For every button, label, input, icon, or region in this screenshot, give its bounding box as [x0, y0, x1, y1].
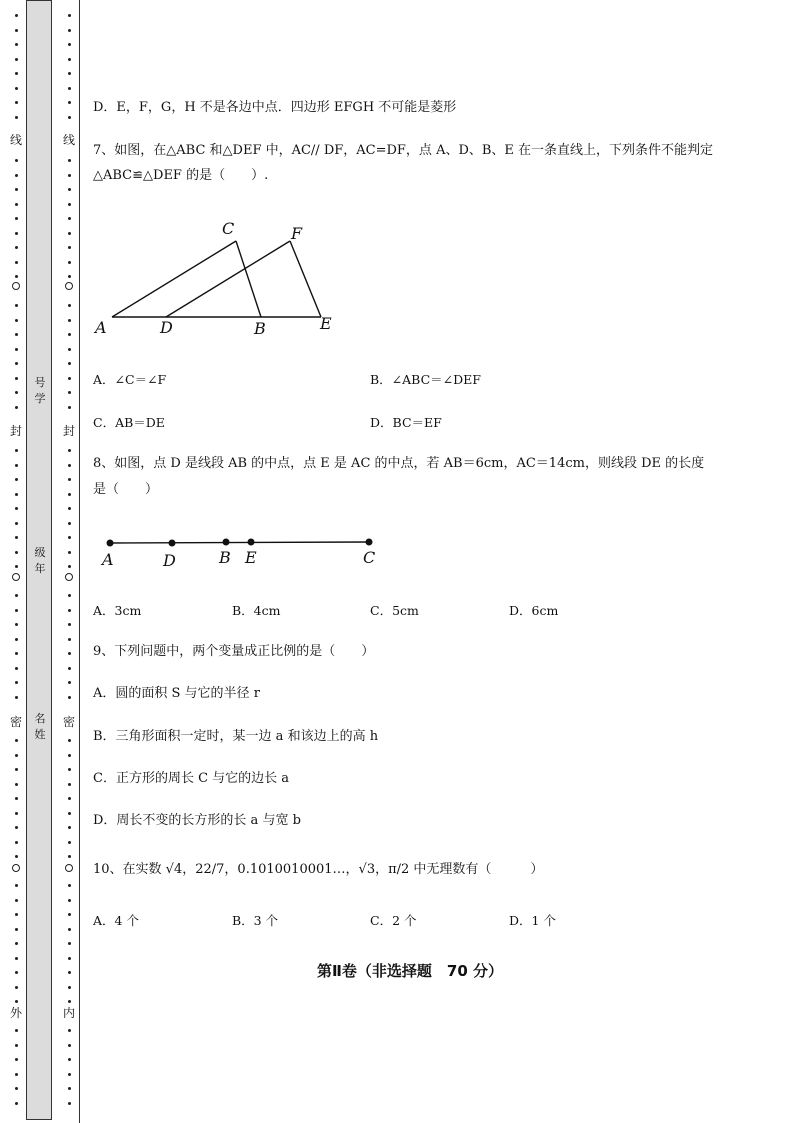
- binding-dot: [15, 493, 18, 496]
- label-c: C: [363, 548, 376, 567]
- label-e: E: [245, 548, 257, 567]
- segment-ac-line: [110, 542, 369, 543]
- binding-dot: [68, 43, 71, 46]
- binding-dot: [68, 304, 71, 307]
- q8-option-c: C．5cm: [370, 603, 419, 618]
- binding-dot: [68, 29, 71, 32]
- binding-dot: [68, 101, 71, 104]
- q9-option-a: A．圆的面积 S 与它的半径 r: [93, 686, 260, 701]
- q7-triangles-figure: [90, 210, 350, 340]
- binding-dot: [68, 246, 71, 249]
- binding-dot: [68, 72, 71, 75]
- binding-dot: [15, 652, 18, 655]
- point-a: [107, 540, 114, 547]
- binding-dot: [68, 623, 71, 626]
- binding-dot: [68, 768, 71, 771]
- binding-dot: [15, 696, 18, 699]
- q7-option-d: D．BC＝EF: [370, 415, 442, 430]
- binding-dot: [15, 1000, 18, 1003]
- binding-dot: [15, 942, 18, 945]
- q10-option-c: C．2 个: [370, 913, 417, 928]
- binding-dot: [68, 522, 71, 525]
- q8-stem-line2: 是（ ）: [93, 482, 159, 497]
- binding-dot: [68, 348, 71, 351]
- binding-dot: [68, 87, 71, 90]
- q9-option-c: C．正方形的周长 C 与它的边长 a: [93, 771, 290, 786]
- q8-stem-line1: 8、如图，点 D 是线段 AB 的中点，点 E 是 AC 的中点，若 AB＝6cm，AC＝14cm，则线段 DE 的长度: [93, 456, 705, 471]
- binding-dot: [68, 333, 71, 336]
- binding-dot: [15, 159, 18, 162]
- binding-dot: [15, 464, 18, 467]
- binding-dot: [68, 507, 71, 510]
- q7-stem-line2: △ABC≌△DEF 的是（ ）.: [93, 168, 269, 183]
- label-c: C: [222, 219, 235, 238]
- q9-option-d: D．周长不变的长方形的长 a 与宽 b: [93, 813, 301, 828]
- binding-dot: [68, 319, 71, 322]
- q6-option-d: D．E，F，G，H 不是各边中点．四边形 EFGH 不可能是菱形: [93, 100, 457, 115]
- binding-dot: [68, 1000, 71, 1003]
- binding-dot: [15, 43, 18, 46]
- binding-dot: [68, 261, 71, 264]
- binding-dot: [15, 826, 18, 829]
- label-e: E: [320, 314, 332, 333]
- binding-dot: [15, 986, 18, 989]
- binding-dot: [15, 855, 18, 858]
- inner-seal-char-seal: 封: [62, 424, 75, 438]
- binding-dot: [68, 478, 71, 481]
- binding-dot: [68, 217, 71, 220]
- binding-dot: [15, 681, 18, 684]
- binding-dot: [68, 884, 71, 887]
- point-c: [366, 539, 373, 546]
- binding-dot: [68, 652, 71, 655]
- binding-dot: [68, 1073, 71, 1076]
- binding-dot: [15, 913, 18, 916]
- binding-dot: [68, 1087, 71, 1090]
- binding-dot: [15, 478, 18, 481]
- binding-dot: [68, 594, 71, 597]
- binding-dot: [68, 681, 71, 684]
- binding-dot: [68, 783, 71, 786]
- binding-dot: [15, 536, 18, 539]
- binding-dot: [15, 319, 18, 322]
- q9-option-b: B．三角形面积一定时，某一边 a 和该边上的高 h: [93, 729, 379, 744]
- binding-dot: [15, 377, 18, 380]
- binding-hole-icon: [12, 864, 20, 872]
- q8-option-a: A．3cm: [93, 603, 142, 618]
- q10-option-d: D．1 个: [509, 913, 556, 928]
- binding-dot: [68, 913, 71, 916]
- outer-seal-char-secret: 密: [9, 715, 22, 729]
- binding-dot: [15, 174, 18, 177]
- binding-dot: [68, 609, 71, 612]
- binding-dot: [15, 623, 18, 626]
- binding-dot: [15, 87, 18, 90]
- binding-dot: [15, 362, 18, 365]
- binding-dot: [15, 928, 18, 931]
- binding-dot: [15, 101, 18, 104]
- binding-dot: [15, 188, 18, 191]
- binding-dot: [15, 797, 18, 800]
- q7-option-b: B．∠ABC＝∠DEF: [370, 372, 481, 387]
- q8-segment-figure: [95, 528, 395, 574]
- binding-dot: [15, 72, 18, 75]
- binding-dot: [15, 884, 18, 887]
- binding-dot: [15, 768, 18, 771]
- point-d: [169, 540, 176, 547]
- outer-seal-char-line: 线: [9, 133, 22, 147]
- binding-dot: [15, 1058, 18, 1061]
- binding-dot: [68, 174, 71, 177]
- q7-option-a: A．∠C＝∠F: [93, 372, 167, 387]
- binding-dot: [68, 1044, 71, 1047]
- binding-dot: [68, 58, 71, 61]
- binding-dot: [15, 203, 18, 206]
- binding-dot: [68, 1029, 71, 1032]
- binding-dot: [68, 391, 71, 394]
- binding-dot: [68, 551, 71, 554]
- binding-dot: [15, 812, 18, 815]
- binding-hole-icon: [65, 282, 73, 290]
- binding-dot: [15, 899, 18, 902]
- binding-dot: [15, 638, 18, 641]
- binding-dot: [68, 667, 71, 670]
- binding-dot: [68, 159, 71, 162]
- student-id-label: 号 学: [34, 376, 46, 405]
- binding-dot: [15, 14, 18, 17]
- binding-dot: [15, 551, 18, 554]
- binding-dot: [15, 261, 18, 264]
- q7-option-c: C．AB＝DE: [93, 415, 165, 430]
- binding-dot: [68, 826, 71, 829]
- binding-dot: [68, 232, 71, 235]
- binding-dot: [68, 841, 71, 844]
- binding-dot: [68, 812, 71, 815]
- binding-dot: [15, 232, 18, 235]
- binding-hole-icon: [65, 573, 73, 581]
- binding-dot: [68, 1058, 71, 1061]
- binding-dot: [15, 391, 18, 394]
- binding-dot: [15, 783, 18, 786]
- binding-hole-icon: [12, 282, 20, 290]
- binding-dot: [15, 246, 18, 249]
- binding-dot: [15, 449, 18, 452]
- binding-dot: [68, 449, 71, 452]
- binding-dot: [68, 188, 71, 191]
- binding-dot: [68, 754, 71, 757]
- q8-option-b: B．4cm: [232, 603, 281, 618]
- segment-ac: [112, 241, 236, 317]
- grade-label: 级 年: [34, 546, 46, 575]
- binding-dot: [15, 333, 18, 336]
- binding-dot: [15, 609, 18, 612]
- name-label: 名 姓: [34, 712, 46, 741]
- inner-seal-char-line: 线: [62, 133, 75, 147]
- outer-seal-char-seal: 封: [9, 424, 22, 438]
- binding-dot: [68, 14, 71, 17]
- binding-dot: [68, 855, 71, 858]
- label-b: B: [219, 548, 231, 567]
- binding-dot: [68, 696, 71, 699]
- binding-dot: [15, 406, 18, 409]
- binding-dot: [68, 536, 71, 539]
- binding-dot: [68, 362, 71, 365]
- point-b: [223, 539, 230, 546]
- inner-seal-char-inside: 内: [62, 1006, 75, 1020]
- binding-dot: [68, 638, 71, 641]
- binding-dot: [15, 739, 18, 742]
- label-a: A: [95, 318, 107, 337]
- label-f: F: [291, 224, 303, 243]
- binding-dot: [68, 797, 71, 800]
- binding-dot: [15, 1044, 18, 1047]
- binding-dot: [15, 1029, 18, 1032]
- q9-stem: 9、下列问题中，两个变量成正比例的是（ ）: [93, 644, 375, 659]
- q10-option-b: B．3 个: [232, 913, 279, 928]
- binding-dot: [68, 406, 71, 409]
- q7-stem-line1: 7、如图，在△ABC 和△DEF 中，AC// DF，AC=DF，点 A、D、B、E 在一条直线上，下列条件不能判定: [93, 143, 714, 158]
- binding-dot: [15, 841, 18, 844]
- binding-dot: [15, 348, 18, 351]
- binding-dot: [15, 667, 18, 670]
- label-d: D: [160, 318, 173, 337]
- binding-dot: [68, 565, 71, 568]
- binding-dot: [15, 754, 18, 757]
- binding-dot: [68, 116, 71, 119]
- binding-dot: [68, 377, 71, 380]
- binding-dot: [15, 275, 18, 278]
- segment-cb: [236, 241, 261, 317]
- binding-dot: [68, 986, 71, 989]
- binding-dot: [68, 464, 71, 467]
- label-b: B: [254, 319, 266, 338]
- binding-dot: [15, 304, 18, 307]
- point-e: [248, 539, 255, 546]
- binding-dot: [68, 1102, 71, 1105]
- q10-option-a: A．4 个: [93, 913, 139, 928]
- binding-dot: [15, 507, 18, 510]
- binding-dot: [15, 1102, 18, 1105]
- segment-fe: [290, 241, 321, 317]
- binding-dot: [15, 522, 18, 525]
- binding-dot: [15, 58, 18, 61]
- binding-dot: [68, 493, 71, 496]
- binding-dot: [68, 928, 71, 931]
- segment-df: [166, 241, 290, 317]
- section-ii-title: 第Ⅱ卷（非选择题 70 分）: [317, 962, 503, 980]
- binding-hole-icon: [12, 573, 20, 581]
- binding-dot: [68, 942, 71, 945]
- binding-margin-outer: [0, 0, 26, 1123]
- label-a: A: [102, 550, 114, 569]
- label-d: D: [163, 551, 176, 570]
- binding-hole-icon: [65, 864, 73, 872]
- q10-stem: 10、在实数 √4，22/7，0.1010010001…，√3，π/2 中无理数有（ ）: [93, 862, 544, 877]
- binding-dot: [15, 116, 18, 119]
- binding-dot: [68, 275, 71, 278]
- inner-seal-char-secret: 密: [62, 715, 75, 729]
- student-info-strip: [26, 0, 52, 1120]
- binding-margin-inner: [54, 0, 80, 1123]
- binding-dot: [15, 217, 18, 220]
- outer-seal-char-outside: 外: [9, 1006, 22, 1020]
- binding-dot: [68, 899, 71, 902]
- q8-option-d: D．6cm: [509, 603, 559, 618]
- binding-dot: [15, 565, 18, 568]
- binding-dot: [15, 594, 18, 597]
- binding-dot: [15, 29, 18, 32]
- binding-dot: [68, 203, 71, 206]
- binding-dot: [15, 1087, 18, 1090]
- binding-dot: [68, 739, 71, 742]
- binding-dot: [15, 1073, 18, 1076]
